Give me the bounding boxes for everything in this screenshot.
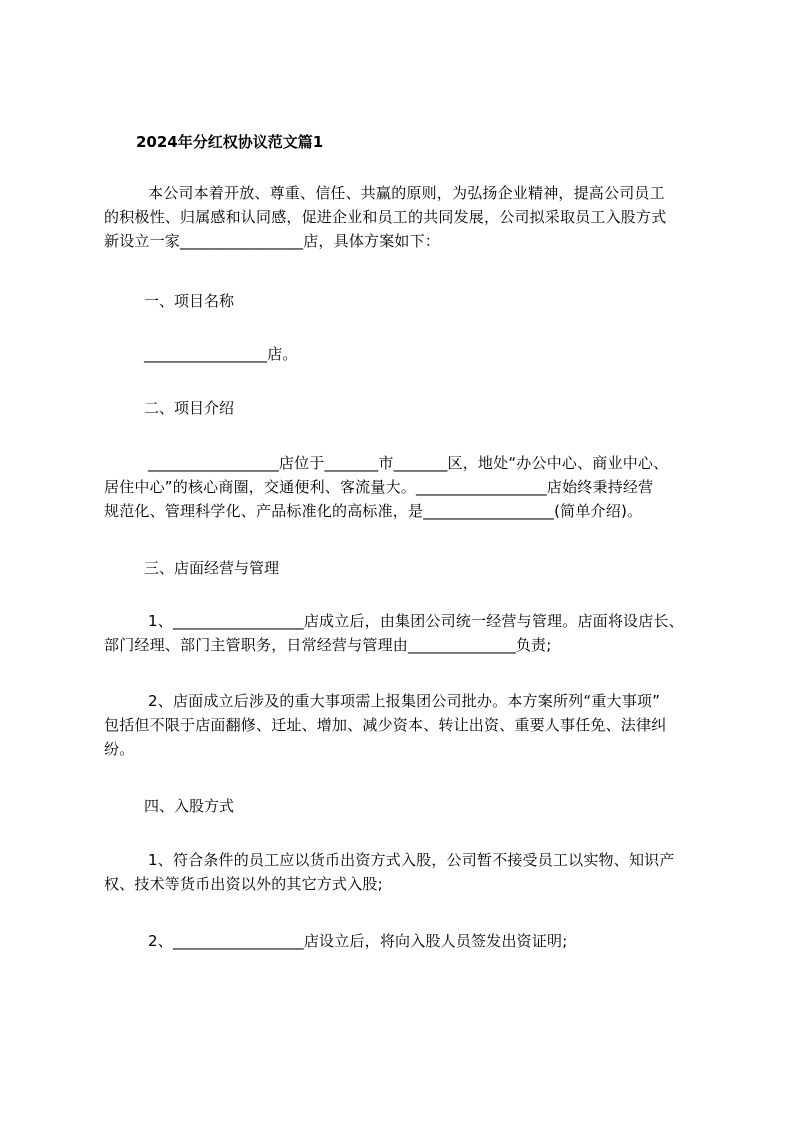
management-item-1-line-1 xyxy=(104,609,704,633)
management-text-2: 部门经理、部门主管职务，日常经营与管理由 xyxy=(104,636,409,654)
district-blank: _______ xyxy=(393,454,448,472)
management-item-1 xyxy=(104,609,704,657)
section-heading-project-name: 一、项目名称 xyxy=(144,292,235,310)
project-intro-paragraph xyxy=(104,451,704,523)
store-blank-2: _________________ xyxy=(415,478,547,496)
item-number: 1、 xyxy=(148,612,173,630)
brief-intro-note: (简单介绍)。 xyxy=(554,502,643,520)
investment-item-1 xyxy=(104,848,704,896)
intro-line-3 xyxy=(104,229,704,253)
investment-item-2 xyxy=(104,929,704,953)
store-blank-3: _________________ xyxy=(172,612,304,630)
responsible-text: 负责; xyxy=(515,636,552,654)
investment-item-1-line-1: 1、符合条件的员工应以货币出资方式入股，公司暂不接受员工以实物、知识产 xyxy=(148,851,675,869)
store-desc: 店始终秉持经营 xyxy=(546,478,654,496)
location-desc: 居住中心”的核心商圈，交通便利、客流量大。 xyxy=(104,478,416,496)
management-item-1-line-2 xyxy=(104,633,704,657)
city-text: 市 xyxy=(378,454,394,472)
management-item-2-line-1: 2、店面成立后涉及的重大事项需上报集团公司批办。本方案所列“重大事项” xyxy=(148,692,661,710)
location-text: 店位于 xyxy=(278,454,325,472)
management-item-2-line-2: 包括但不限于店面翻修、迁址、增加、减少资本、转让出资、重要人事任免、法律纠 xyxy=(104,716,667,734)
section-heading-store-management: 三、店面经营与管理 xyxy=(144,559,280,577)
store-name-blank: ________________ xyxy=(180,232,304,250)
intro-paragraph xyxy=(104,181,704,253)
standard-desc: 规范化、管理科学化、产品标准化的高标准，是 xyxy=(104,502,424,520)
project-intro-line-1 xyxy=(104,451,704,475)
district-text: 区，地处“办公中心、商业中心、 xyxy=(447,454,669,472)
section-heading-project-intro: 二、项目介绍 xyxy=(144,399,235,417)
investment-item-2-line-1 xyxy=(104,929,704,953)
intro-line-1: 本公司本着开放、尊重、信任、共赢的原则，为弘扬企业精神，提高公司员工 xyxy=(148,184,665,202)
intro-line-3-suffix: 店，具体方案如下： xyxy=(303,232,441,250)
certificate-text: 店设立后，将向入股人员签发出资证明; xyxy=(303,932,568,950)
intro-line-3-prefix: 新设立一家 xyxy=(104,232,181,250)
item-number-2: 2、 xyxy=(148,932,173,950)
intro-blank: _________________ xyxy=(423,502,555,520)
document-title: 2024年分红权协议范文篇1 xyxy=(136,133,324,151)
project-intro-line-3 xyxy=(104,499,704,523)
management-item-2 xyxy=(104,689,704,761)
section-heading-investment-method: 四、入股方式 xyxy=(144,797,235,815)
project-name-paragraph xyxy=(144,342,744,366)
project-intro-line-2 xyxy=(104,475,704,499)
management-item-2-line-3: 纷。 xyxy=(104,740,135,758)
store-blank: _________________ xyxy=(148,454,279,472)
city-blank: _______ xyxy=(324,454,379,472)
store-blank-4: _________________ xyxy=(172,932,304,950)
responsible-blank: ______________ xyxy=(408,636,516,654)
management-text: 店成立后，由集团公司统一经营与管理。店面将设店长、 xyxy=(303,612,684,630)
project-name-blank: ________________ xyxy=(144,345,268,363)
project-name-suffix: 店。 xyxy=(267,345,298,363)
investment-item-1-line-2: 权、技术等货币出资以外的其它方式入股; xyxy=(104,875,383,893)
intro-line-2: 的积极性、归属感和认同感，促进企业和员工的共同发展，公司拟采取员工入股方式 xyxy=(104,208,667,226)
